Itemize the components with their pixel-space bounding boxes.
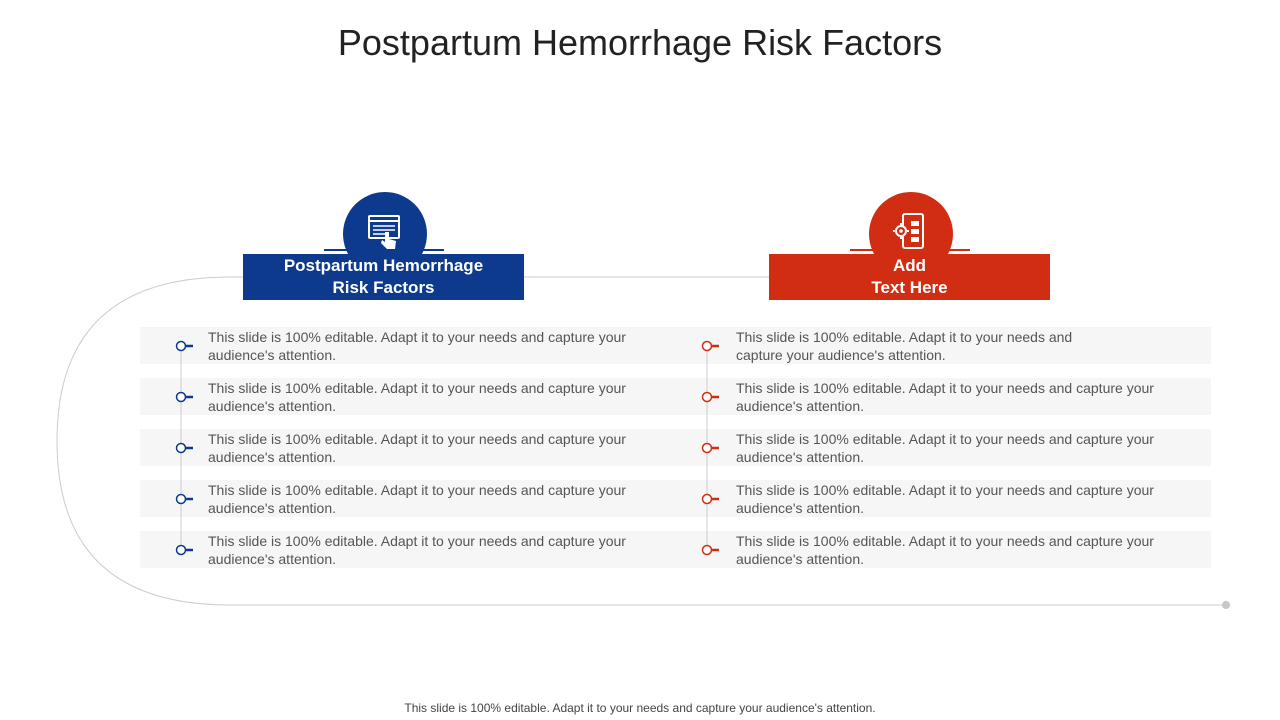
right-heading-text: Add Text Here: [871, 256, 948, 297]
hand-touch-screen-icon: [365, 212, 405, 252]
left-heading-text: Postpartum Hemorrhage Risk Factors: [283, 256, 484, 297]
left-list-item: This slide is 100% editable. Adapt it to your needs and capture your audience's attention.: [208, 482, 626, 516]
page-title: Postpartum Hemorrhage Risk Factors: [337, 22, 943, 63]
left-list-item: This slide is 100% editable. Adapt it to your needs and capture your audience's attention.: [208, 329, 626, 363]
footer-note: This slide is 100% editable. Adapt it to your needs and capture your audience's attention.: [404, 701, 876, 715]
left-list-item: This slide is 100% editable. Adapt it to your needs and capture your audience's attention.: [208, 533, 626, 567]
right-column-heading: [769, 254, 1050, 300]
right-header-underline: [850, 249, 970, 251]
right-list-item: This slide is 100% editable. Adapt it to your needs and capture your audience's attention.: [736, 482, 1154, 516]
right-list-item: This slide is 100% editable. Adapt it to your needs and capture your audience's attention.: [736, 533, 1154, 567]
right-list-item: This slide is 100% editable. Adapt it to your needs and capture your audience's attention.: [736, 380, 1154, 414]
left-column-heading: [243, 254, 524, 300]
gear-device-icon: [891, 212, 931, 252]
left-list-item: This slide is 100% editable. Adapt it to your needs and capture your audience's attention.: [208, 380, 626, 414]
left-list-item: This slide is 100% editable. Adapt it to your needs and capture your audience's attention.: [208, 431, 626, 465]
left-header-underline: [324, 249, 444, 251]
line-end-dot: [1222, 601, 1230, 609]
right-list-item: This slide is 100% editable. Adapt it to your needs and capture your audience's attention.: [736, 329, 1073, 363]
right-list-item: This slide is 100% editable. Adapt it to your needs and capture your audience's attention.: [736, 431, 1154, 465]
